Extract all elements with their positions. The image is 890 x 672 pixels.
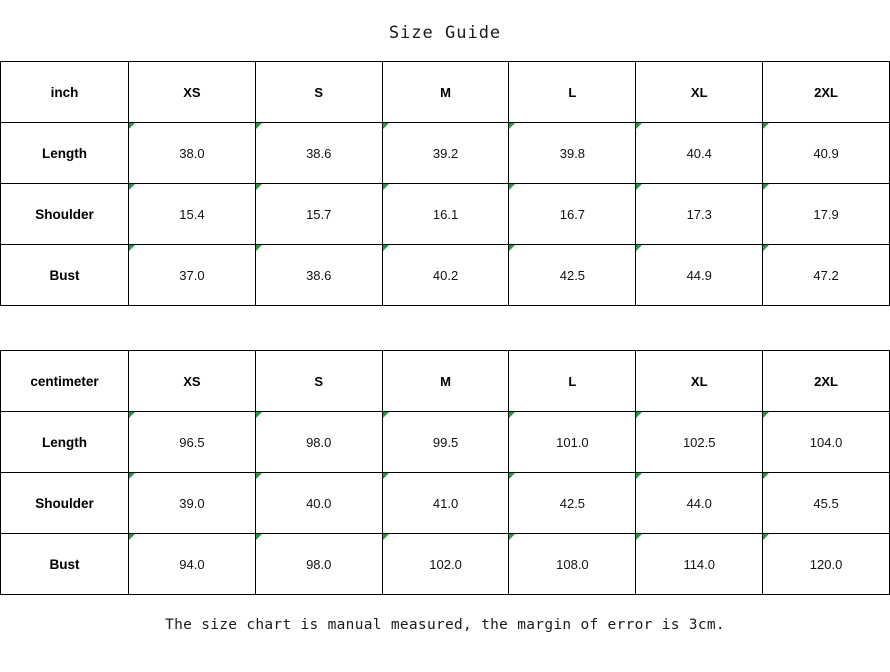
- table-row: [1, 412, 890, 473]
- cell-inch-bust-2xl: 47.2: [763, 245, 890, 306]
- row-label-shoulder: Shoulder: [1, 473, 129, 534]
- row-label-bust: Bust: [1, 245, 129, 306]
- column-header-xl: XL: [636, 351, 763, 412]
- cell-cm-shoulder-xs: 39.0: [129, 473, 256, 534]
- cell-cm-bust-xl: 114.0: [636, 534, 763, 595]
- cell-inch-length-l: 39.8: [509, 123, 636, 184]
- cell-inch-length-m: 39.2: [382, 123, 509, 184]
- table-divider-gap: [0, 306, 890, 350]
- cell-cm-shoulder-2xl: 45.5: [763, 473, 890, 534]
- page-title: Size Guide: [388, 23, 502, 43]
- cell-cm-bust-m: 102.0: [382, 534, 509, 595]
- cell-cm-bust-s: 98.0: [255, 534, 382, 595]
- cell-cm-length-xl: 102.5: [636, 412, 763, 473]
- table-row: [1, 184, 890, 245]
- row-label-bust: Bust: [1, 534, 129, 595]
- cell-inch-bust-l: 42.5: [509, 245, 636, 306]
- cell-cm-shoulder-s: 40.0: [255, 473, 382, 534]
- cell-inch-shoulder-m: 16.1: [382, 184, 509, 245]
- cell-inch-bust-xs: 37.0: [129, 245, 256, 306]
- cell-inch-length-xl: 40.4: [636, 123, 763, 184]
- centimeter-size-table: [0, 350, 890, 595]
- cell-cm-shoulder-xl: 44.0: [636, 473, 763, 534]
- cell-cm-shoulder-m: 41.0: [382, 473, 509, 534]
- cell-inch-length-2xl: 40.9: [763, 123, 890, 184]
- cell-inch-shoulder-s: 15.7: [255, 184, 382, 245]
- column-header-m: M: [382, 351, 509, 412]
- cell-cm-bust-xs: 94.0: [129, 534, 256, 595]
- table-row: [1, 123, 890, 184]
- cell-inch-length-s: 38.6: [255, 123, 382, 184]
- column-header-l: L: [509, 351, 636, 412]
- cell-inch-bust-s: 38.6: [255, 245, 382, 306]
- cell-cm-length-2xl: 104.0: [763, 412, 890, 473]
- unit-label-inch: inch: [1, 62, 129, 123]
- cell-cm-length-xs: 96.5: [129, 412, 256, 473]
- cell-cm-length-l: 101.0: [509, 412, 636, 473]
- cell-cm-bust-l: 108.0: [509, 534, 636, 595]
- table-header-row: [1, 351, 890, 412]
- inch-size-table: [0, 61, 890, 306]
- cell-cm-bust-2xl: 120.0: [763, 534, 890, 595]
- cell-inch-shoulder-xl: 17.3: [636, 184, 763, 245]
- column-header-s: S: [255, 351, 382, 412]
- column-header-xl: XL: [636, 62, 763, 123]
- cell-cm-length-s: 98.0: [255, 412, 382, 473]
- column-header-xs: XS: [129, 351, 256, 412]
- centimeter-table-block: [0, 350, 890, 595]
- column-header-m: M: [382, 62, 509, 123]
- table-row: [1, 245, 890, 306]
- inch-table-block: [0, 61, 890, 306]
- cell-inch-bust-xl: 44.9: [636, 245, 763, 306]
- cell-inch-bust-m: 40.2: [382, 245, 509, 306]
- cell-inch-shoulder-2xl: 17.9: [763, 184, 890, 245]
- column-header-2xl: 2XL: [763, 62, 890, 123]
- row-label-shoulder: Shoulder: [1, 184, 129, 245]
- cell-inch-length-xs: 38.0: [129, 123, 256, 184]
- row-label-length: Length: [1, 123, 129, 184]
- table-header-row: [1, 62, 890, 123]
- cell-cm-shoulder-l: 42.5: [509, 473, 636, 534]
- footer-note: The size chart is manual measured, the margin of error is 3cm.: [165, 617, 725, 633]
- column-header-xs: XS: [129, 62, 256, 123]
- column-header-2xl: 2XL: [763, 351, 890, 412]
- cell-inch-shoulder-xs: 15.4: [129, 184, 256, 245]
- unit-label-centimeter: centimeter: [1, 351, 129, 412]
- table-row: [1, 534, 890, 595]
- column-header-s: S: [255, 62, 382, 123]
- cell-inch-shoulder-l: 16.7: [509, 184, 636, 245]
- row-label-length: Length: [1, 412, 129, 473]
- column-header-l: L: [509, 62, 636, 123]
- table-row: [1, 473, 890, 534]
- cell-cm-length-m: 99.5: [382, 412, 509, 473]
